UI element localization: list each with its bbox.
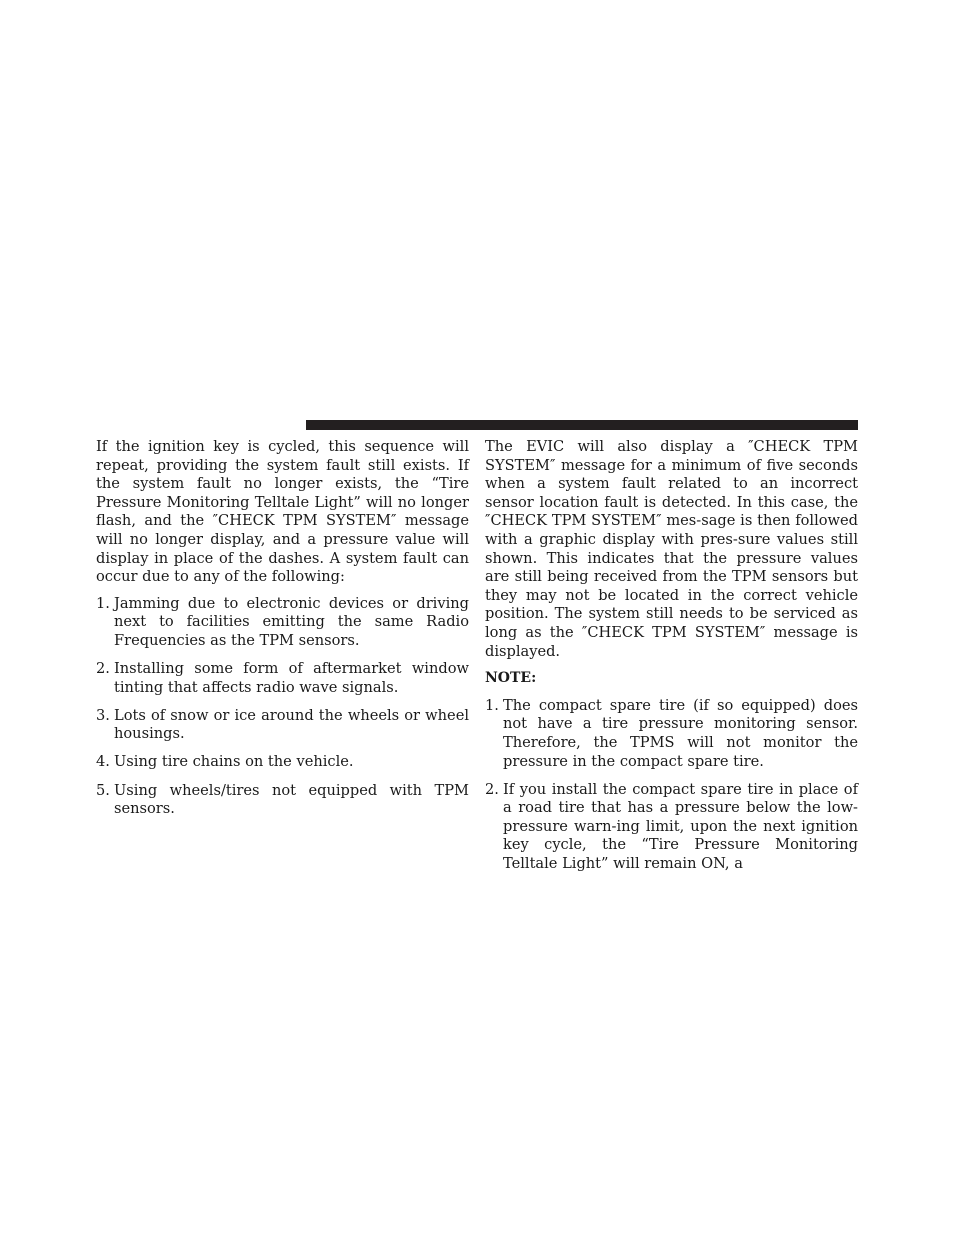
list-item <box>96 707 469 744</box>
list-item <box>485 697 858 771</box>
list-item-number: 5. <box>96 781 110 799</box>
list-item <box>96 595 469 651</box>
list-item-number: 2. <box>96 660 110 678</box>
list-item-text: If you install the compact spare tire in place of a road tire that has a pressure below the low-pressure warn-ing limit, upon the next ignition key cycle, the “Tire Pressure Monitoring Telltale Light” will remain ON, a <box>503 780 858 872</box>
list-item-number: 4. <box>96 753 110 771</box>
note-list <box>485 697 858 874</box>
system-fault-causes-list <box>96 595 469 819</box>
list-item-text: Using tire chains on the vehicle. <box>114 753 354 771</box>
list-item-text: The compact spare tire (if so equipped) does not have a tire pressure monitoring sensor. Therefore, the TPMS will not monitor the pressure in the compact spare tire. <box>503 696 858 770</box>
list-item-number: 1. <box>96 594 110 612</box>
left-intro-paragraph: If the ignition key is cycled, this sequence will repeat, providing the system fault still exists. If the system fault no longer exists, the “Tire Pressure Monitoring Telltale Light” will no longer flash, and the ″CHECK TPM SYSTEM″ message will no longer display, and a pressure value will display in place of the dashes. A system fault can occur due to any of the following: <box>96 438 469 586</box>
list-item-text: Jamming due to electronic devices or driving next to facilities emitting the same Radio Frequencies as the TPM sensors. <box>114 594 469 649</box>
section-header-bar <box>306 420 858 430</box>
list-item <box>485 781 858 874</box>
list-item-number: 2. <box>485 780 499 798</box>
list-item-text: Lots of snow or ice around the wheels or wheel housings. <box>114 706 469 743</box>
list-item <box>96 782 469 819</box>
list-item <box>96 660 469 697</box>
left-column <box>96 438 469 828</box>
list-item-text: Using wheels/tires not equipped with TPM sensors. <box>114 781 469 818</box>
right-intro-paragraph: The EVIC will also display a ″CHECK TPM SYSTEM″ message for a minimum of five seconds when a system fault related to an incorrect sensor location fault is detected. In this case, the ″CHECK TPM SYSTEM″ mes-sage is then followed with a graphic display with pres-sure values still shown. This indicates that the pressure values are still being received from the TPM sensors but they may not be located in the correct vehicle position. The system still needs to be serviced as long as the ″CHECK TPM SYSTEM″ message is displayed. <box>485 438 858 660</box>
list-item-number: 1. <box>485 696 499 714</box>
list-item-number: 3. <box>96 706 110 724</box>
list-item-text: Installing some form of aftermarket window tinting that affects radio wave signals. <box>114 660 469 696</box>
note-label: NOTE: <box>485 670 537 687</box>
list-item <box>96 753 469 772</box>
right-column <box>485 438 858 883</box>
